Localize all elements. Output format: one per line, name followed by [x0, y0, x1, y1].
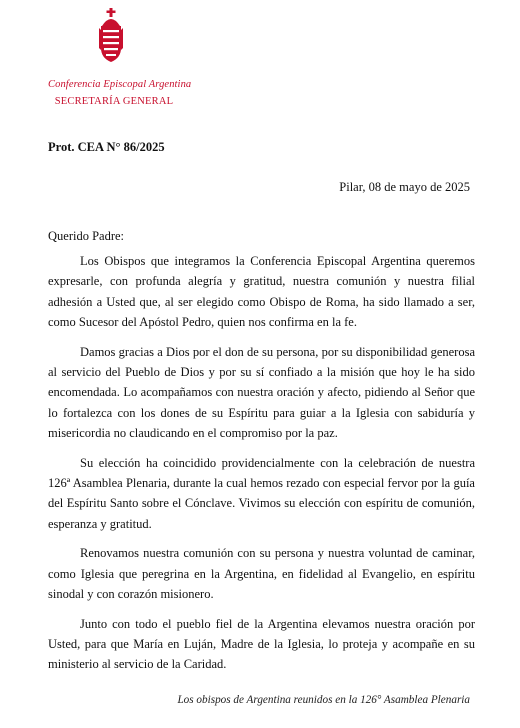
- paragraph-5: Junto con todo el pueblo fiel de la Argentina elevamos nuestra oración por Usted, para que María en Luján, Madre de la Iglesia, lo proteja y acompañe en su ministerio al servicio de la Caridad.: [48, 616, 475, 672]
- signature: Los obispos de Argentina reunidos en la 126° Asamblea Plenaria: [177, 694, 470, 706]
- paragraph-1: Los Obispos que integramos la Conferencia Episcopal Argentina queremos expresarle, con profunda alegría y gratitud, nuestra comunión y nuestra filial adhesión a Usted que, al ser elegido como Obispo de Roma, ha sido llamado a ser, como Sucesor del Apóstol Pedro, quien nos confirma en la fe.: [48, 254, 475, 330]
- protocol-number: Prot. CEA N° 86/2025: [48, 140, 165, 154]
- organization-name: Conferencia Episcopal Argentina: [48, 79, 192, 90]
- paragraph-3: Su elección ha coincidido providencialmente con la celebración de nuestra 126ª Asamblea Plenaria, durante la cual hemos rezado con especial fervor por la guía del Espíritu Santo sobre el Cónclave. Vivimos su elección con espíritu de comunión, esperanza y gratitud.: [48, 455, 475, 531]
- episcopal-crest-icon: [96, 8, 126, 64]
- paragraph-2: Damos gracias a Dios por el don de su persona, por su disponibilidad generosa al servicio del Pueblo de Dios y por su sí confiado a la misión que hoy le ha sido encomendada. Lo acompañamos con nuestra oración y afecto, pidiendo al Señor que lo fortalezca con los dones de su Espíritu para guiar a la Iglesia con sabiduría y misericordia no claudicando en el compromiso por la paz.: [48, 344, 475, 441]
- paragraph-4: Renovamos nuestra comunión con su persona y nuestra voluntad de caminar, como Iglesia que peregrina en la Argentina, en fidelidad al Evangelio, en espíritu sinodal y con corazón misionero.: [48, 546, 475, 602]
- department-name: SECRETARÍA GENERAL: [54, 96, 174, 107]
- salutation: Querido Padre:: [48, 229, 125, 243]
- place-date: Pilar, 08 de mayo de 2025: [339, 180, 470, 194]
- letter-body: [48, 251, 475, 684]
